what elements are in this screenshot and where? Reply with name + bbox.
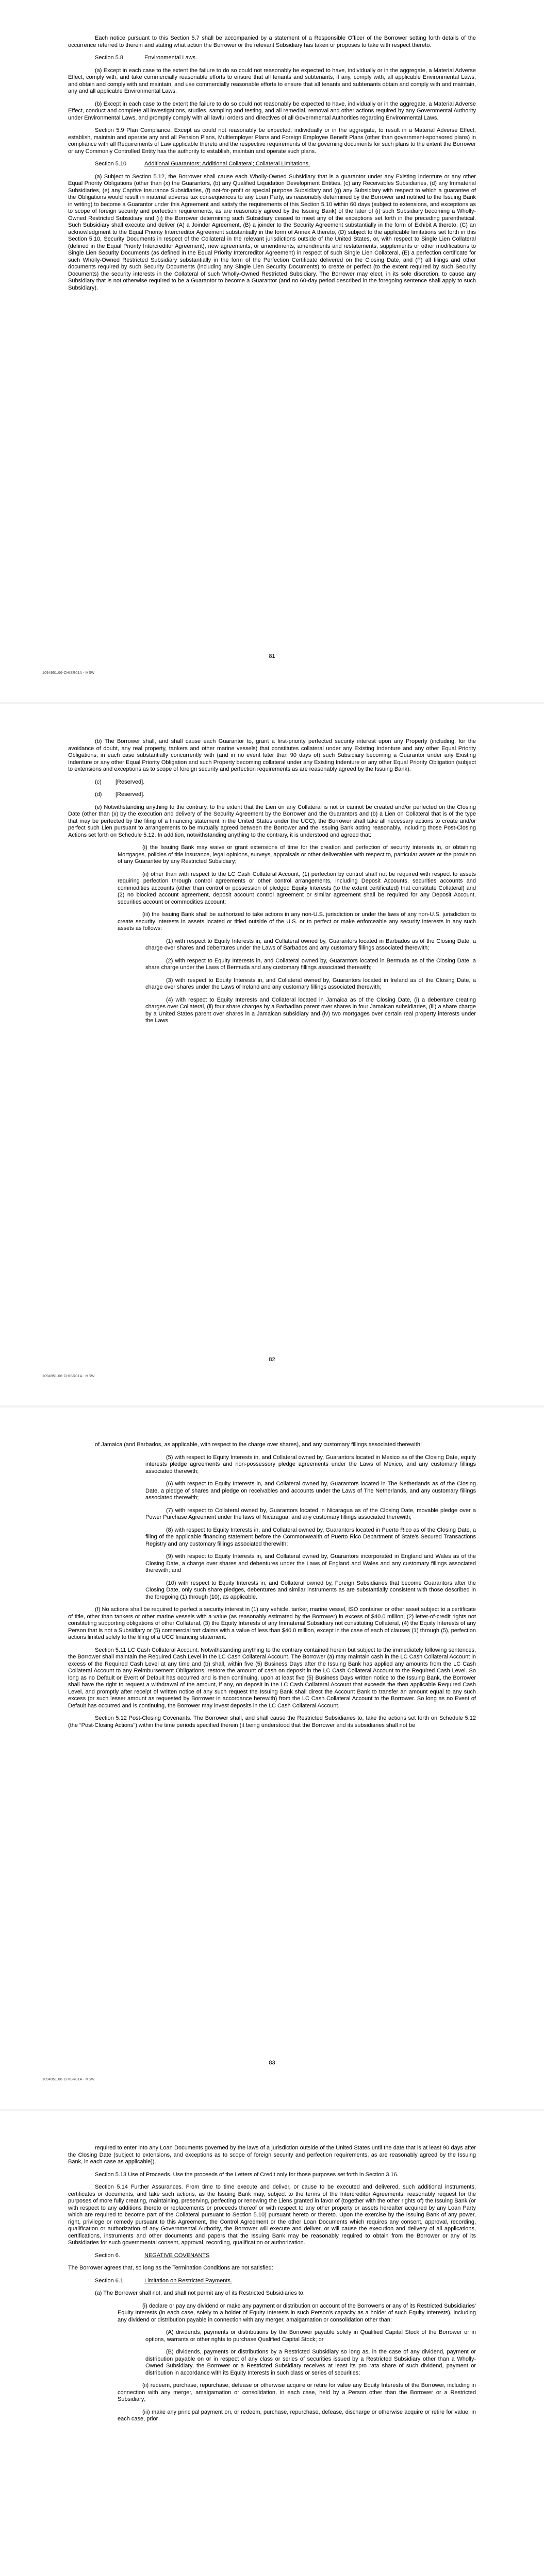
paragraph: Each notice pursuant to this Section 5.7 shall be accompanied by a statement of a Responsible Officer of the Borrower setting forth details of the occurrence referred to therein and stating what action the Borrower or the relevant Subsidiary has taken or proposes to take with respect thereto. bbox=[68, 35, 476, 48]
sub-clause: (A) dividends, payments or distributions by the Borrower payable solely in Qualified Capital Stock of the Borrower or in options, warrants or other rights to purchase Qualified Capital Stock; or bbox=[145, 2329, 476, 2343]
sub-clause: (7) with respect to Collateral owned by, Guarantors located in Nicaragua as of the Closing Date, movable pledge over a Power Purchase Agreement under the laws of Nicaragua, and any customary fillings associated therewith; bbox=[145, 1507, 476, 1520]
sub-clause: (4) with respect to Equity Interests and Collateral located in Jamaica as of the Closing Date, (i) a debenture creating charges over Collateral, (ii) four share charges by a Barbadian parent over shares in four Jamaican subsidiaries, (iii) a share charge by a United States parent over shares in a Jamaican subsidiary and (iv) two mortgages over certain real property interests under the Laws bbox=[145, 996, 476, 1024]
paragraph: Section 5.12 Post-Closing Covenants. The Borrower shall, and shall cause the Restricted Subsidiaries to, take the actions set forth on Schedule 5.12 (the “Post-Closing Actions”) within the time periods specified therein (it being understood that the Borrower and its subsidiaries shall not be bbox=[68, 1715, 476, 1728]
paragraph: (a) Except in each case to the extent the failure to do so could not reasonably be expected to have, individually or in the aggregate, a Material Adverse Effect, comply with, and take commercially reasonable efforts to ensure that all tenants and subtenants, if any, comply with, all applicable Environmental Laws, and obtain and comply with and maintain, and use commercially reasonable efforts to ensure that all tenants and subtenants obtain and comply with and maintain, any and all applicable Environmental Laws. bbox=[68, 67, 476, 94]
paragraph: (f) No actions shall be required to perfect a security interest in (1) any vehicle, tanker, marine vessel, ISO container or other asset subject to a certificate of title, other than tankers or other marine vessels with a value (as reasonably estimated by the Borrower) in excess of $40.0 million, (2) letter-of-credit rights not constituting supporting obligations of other Collateral, (3) the Equity Interests of any Immaterial Subsidiary not constituting Collateral, (4) the Equity Interests of any Person that is not a Subsidiary or (5) commercial tort claims with a value of less than $40.0 million, except in the case of each of clauses (1) through (5), perfection actions limited solely to the filing of a UCC financing statement. bbox=[68, 1606, 476, 1640]
document-page-1 bbox=[0, 0, 544, 703]
sub-clause: (8) with respect to Equity Interests in, and Collateral owned by, Guarantors located in Puerto Rico as of the Closing Date, a filing of the applicable financing statement before the Commonwealth of Puerto Rico Department of State's Secured Transactions Registry and any customary fillings associated therewith; bbox=[145, 1527, 476, 1547]
clause-label: (d) bbox=[95, 791, 102, 798]
section-heading bbox=[68, 55, 476, 62]
section-heading bbox=[68, 2252, 476, 2260]
reserved-clause bbox=[95, 791, 476, 799]
page-number: 83 bbox=[269, 2060, 275, 2066]
section-title: Environmental Laws. bbox=[144, 55, 197, 61]
document-footer-id: 1094951.06-CHISR01A - MSW bbox=[42, 2078, 95, 2081]
sub-clause: (iii) make any principal payment on, or redeem, purchase, repurchase, defease, discharge or otherwise acquire or retire for value, in each case, prior bbox=[118, 2409, 476, 2422]
paragraph: (a) Subject to Section 5.12, the Borrower shall cause each Wholly-Owned Subsidiary that is a guarantor under any Existing Indenture or any other Equal Priority Obligations (other than (x) the Guarantors, (b) any Qualified Liquidation Development Entities, (c) any Receivables Subsidiaries, (d) any Immaterial Subsidiaries, (e) any Captive Insurance Subsidiaries, (f) not-for-profit or special purpose Subsidiary and (g) any Subsidiary with respect to which a guarantee of the Obligations would result in material adverse tax consequences to any Loan Party, as reasonably determined by the Borrower and notified to the Issuing Bank in writing) to become a Guarantor under this Agreement and satisfy the requirements of this Section 5.10 within 60 days (subject to extensions, and exceptions as to scope of foreign security and perfection requirements, as are reasonably agreed by the Issuing Bank) of the later of (i) such Subsidiary becoming a Wholly-Owned Restricted Subsidiary and (ii) the Borrower determining such Subsidiary ceased to meet any of the exceptions set forth in the preceding parenthetical. Such Subsidiary shall execute and deliver (A) a Joinder Agreement, (B) a joinder to the Security Agreement substantially in the form of Exhibit A thereto, (C) an acknowledgment to the Equal Priority Intercreditor Agreement substantially in the form of Annex A thereto, (D) subject to the applicable limitations set forth in this Section 5.10, Security Documents in respect of the Collateral in the relevant jurisdictions outside of the United States, or, with respect to Single Lien Collateral (defined in the Equal Priority Intercreditor Agreement), new agreements, or amendments, amendments and restatements, supplements or other modifications to Single Lien Security Documents (as defined in the Equal Priority Intercreditor Agreement) in respect of such Single Lien Collateral, (E) a perfection certificate for such Wholly-Owned Restricted Subsidiary substantially in the form of the Perfection Certificate delivered on the Closing Date, and (F) all filings and other documents required by such Security Documents (including any Single Lien Security Documents) to create or perfect (to the extent required by such Security Documents) the security interests in the Collateral of such Wholly-Owned Restricted Subsidiary. The Borrower may elect, in its sole discretion, to cause any Subsidiary that is not otherwise required to be a Guarantor to become a Guarantor (and no 60-day period described in the foregoing sentence shall apply to such Subsidiary). bbox=[68, 173, 476, 291]
document-page-3 bbox=[0, 1406, 544, 2110]
clause-text: [Reserved]. bbox=[116, 791, 145, 798]
paragraph: of Jamaica (and Barbados, as applicable, with respect to the charge over shares), and any customary fillings associated therewith; bbox=[95, 1442, 422, 1448]
page-number: 82 bbox=[269, 1357, 275, 1363]
section-title: Limitation on Restricted Payments. bbox=[144, 2277, 232, 2284]
paragraph: (a) The Borrower shall not, and shall not permit any of its Restricted Subsidiaries to: bbox=[95, 2290, 305, 2296]
section-number: Section 5.8 bbox=[95, 55, 124, 61]
sub-clause: (i) the Issuing Bank may waive or grant extensions of time for the creation and perfection of security interests in, or obtaining Mortgages, policies of title insurance, legal opinions, surveys, appraisals or other deliverables with respect to, particular assets or the provision of any Guarantee by any Restricted Subsidiary; bbox=[118, 844, 476, 865]
section-heading bbox=[68, 2278, 476, 2285]
document-page-2 bbox=[0, 703, 544, 1406]
document-footer-id: 1094951.06-CHISR01A - MSW bbox=[42, 671, 95, 675]
section-number: Section 6.1 bbox=[95, 2277, 124, 2284]
section-number: Section 5.10 bbox=[95, 161, 127, 167]
section-title: Additional Guarantors; Additional Collateral; Collateral Limitations. bbox=[144, 161, 310, 167]
section-heading bbox=[68, 161, 476, 168]
paragraph: (b) Except in each case to the extent the failure to do so could not reasonably be expected to have, individually or in the aggregate, a Material Adverse Effect, conduct and complete all investigations, studies, sampling and testing, and all remedial, removal and other actions required by any Governmental Authority under Environmental Laws, and promptly comply with all lawful orders and directives of all Governmental Authorities regarding Environmental Laws. bbox=[68, 100, 476, 121]
paragraph: Section 5.13 Use of Proceeds. Use the proceeds of the Letters of Credit only for those purposes set forth in Section 3.16. bbox=[95, 2171, 399, 2178]
paragraph: Section 5.11 LC Cash Collateral Account. Notwithstanding anything to the contrary contained herein but subject to the immediately following sentences, the Borrower shall maintain the Required Cash Level in the LC Cash Collateral Account. The Borrower (a) may maintain cash in the LC Cash Collateral Account in excess of the Required Cash Level at any time and (b) shall, within five (5) Business Days after the Issuing Bank has applied any amounts from the LC Cash Collateral Account to any Reimbursement Obligations, restore the amount of cash on deposit in the LC Cash Collateral Account to the Required Cash Level. So long as no Default or Event of Default has occurred and is then continuing, upon at least five (5) Business Days written notice to the Issuing Bank, the Borrower shall have the right to request a withdrawal of the amount, if any, on deposit in the LC Cash Collateral Account that exceeds the then applicable Required Cash Level, and promptly after receipt of written notice of any such request the Issuing Bank shall direct the Account Bank to transfer an amount equal to any such excess (or such lesser amount as requested by Borrower in accordance herewith) from the LC Cash Collateral Account to the Borrower. So long as no Event of Default has occurred and is continuing, the Borrower may invest deposits in the LC Cash Collateral Account. bbox=[68, 1647, 476, 1709]
paragraph: Section 5.9 Plan Compliance. Except as could not reasonably be expected, individually or in the aggregate, to result in a Material Adverse Effect, establish, maintain and operate any and all Pension Plans, Multiemployer Plans and Foreign Employee Benefit Plans (other than government-sponsored plans) in compliance with all Requirements of Law applicable thereto and the respective requirements of the governing documents for such plans to the extent the Borrower or any Commonly Controlled Entity has the authority to establish, maintain and operate such plans. bbox=[68, 127, 476, 155]
sub-clause: (2) with respect to Equity Interests in, and Collateral owned by, Guarantors located in Bermuda as of the Closing Date, a share charge under the Laws of Bermuda and any customary fillings associated therewith; bbox=[145, 957, 476, 971]
clause-text: [Reserved]. bbox=[116, 778, 145, 785]
sub-clause: (5) with respect to Equity Interests in, and Collateral owned by, Guarantors located in Mexico as of the Closing Date, equity interests pledge agreements and non-possessory pledge agreements under the Laws of Mexico, and any customary fillings associated therewith; bbox=[145, 1454, 476, 1475]
section-title: NEGATIVE COVENANTS bbox=[144, 2252, 210, 2259]
paragraph: required to enter into any Loan Documents governed by the laws of a jurisdiction outside of the United States until the date that is at least 90 days after the Closing Date (subject to extensions, and exceptions as to scope of foreign security and perfection requirements, as are reasonably agreed by the Issuing Bank, in each case as applicable)). bbox=[68, 2145, 476, 2165]
sub-clause: (ii) redeem, purchase, repurchase, defease or otherwise acquire or retire for value any Equity Interests of the Borrower, including in connection with any merger, amalgamation or consolidation, in each case, held by a Person other than the Borrower or a Restricted Subsidiary; bbox=[118, 2382, 476, 2402]
sub-clause: (ii) other than with respect to the LC Cash Collateral Account, (1) perfection by control shall not be required with respect to assets requiring perfection through control agreements or other control arrangements, including Deposit Accounts, securities accounts and commodities accounts (other than control or possession of pledged Equity Interests (to the extent certificated) that constitute Collateral) and (2) no blocked account agreement, deposit account control agreement or similar agreement shall be required for any Deposit Account, securities account or commodities account; bbox=[118, 871, 476, 905]
sub-clause: (i) declare or pay any dividend or make any payment or distribution on account of the Borrower's or any of its Restricted Subsidiaries' Equity Interests (in each case, solely to a holder of Equity Interests in such Person's capacity as a holder of such Equity Interests), including any dividend or distribution payable in connection with any merger, amalgamation or consolidation other than: bbox=[118, 2302, 476, 2323]
paragraph: The Borrower agrees that, so long as the Termination Conditions are not satisfied: bbox=[68, 2265, 273, 2271]
paragraph: (e) Notwithstanding anything to the contrary, to the extent that the Lien on any Collateral is not or cannot be created and/or perfected on the Closing Date (other than (x) by the execution and delivery of the Security Agreement by the Borrower and the Guarantors and (b) a Lien on Collateral that is of the type that may be perfected by the filing of a financing statement in the United States under the UCC), the Borrower shall take all necessary actions to create and/or perfect such Lien pursuant to arrangements to be mutually agreed between the Borrower and the Issuing Bank acting reasonably, including those Post-Closing Actions set forth on Schedule 5.12. In addition, notwithstanding anything to the contrary, it is understood and agreed that: bbox=[68, 804, 476, 838]
sub-clause: (10) with respect to Equity Interests in, and Collateral owned by, Foreign Subsidiaries that become Guarantors after the Closing Date, only such share pledges, debentures and similar instruments as are substantially consistent with those described in the foregoing (1) through (10), as applicable. bbox=[145, 1580, 476, 1600]
clause-label: (c) bbox=[95, 778, 102, 785]
sub-clause: (iii) the Issuing Bank shall be authorized to take actions in any non-U.S. jurisdiction or under the laws of any non-U.S. jurisdiction to create security interests in assets located or titled outside of the U.S. or to perfect or make enforceable any security interests in any such assets as follows: bbox=[118, 911, 476, 931]
paragraph: (b) The Borrower shall, and shall cause each Guarantor to, grant a first-priority perfected security interest upon any Property (including, for the avoidance of doubt, any real property, tankers and other marine vessels) that constitutes collateral under any Existing Indenture and any other Equal Priority Obligations, in each case substantially concurrently with (and in no event later than 90 days of) such Subsidiary becoming a Guarantor under any Existing Indenture or any other Equal Priority Obligation and such Property becoming collateral under any Existing Indenture or any other Equal Priority Obligation (subject to extensions and exceptions as to scope of foreign security and perfection requirements as are reasonably agreed by the Issuing Bank). bbox=[68, 738, 476, 772]
page-number: 81 bbox=[269, 653, 275, 659]
reserved-clause bbox=[95, 779, 476, 786]
sub-clause: (6) with respect to Equity Interests in, and Collateral owned by, Guarantors located in The Netherlands as of the Closing Date, a pledge of shares and pledge on receivables and accounts under the Laws of The Netherlands, and any customary fillings associated therewith; bbox=[145, 1481, 476, 1501]
sub-clause: (1) with respect to Equity Interests in, and Collateral owned by, Guarantors located in Barbados as of the Closing Date, a charge over shares and debentures under the Laws of Barbados and any customary fillings associated therewith; bbox=[145, 938, 476, 951]
section-number: Section 6. bbox=[95, 2252, 120, 2259]
sub-clause: (9) with respect to Equity Interests in, and Collateral owned by, Guarantors incorporated in England and Wales as of the Closing Date, a charge over shares and debentures under the Laws of England and Wales and any customary fillings associated therewith; and bbox=[145, 1553, 476, 1573]
sub-clause: (B) dividends, payments or distributions by a Restricted Subsidiary so long as, in the case of any dividend, payment or distribution payable on or in respect of any class or series of securities issued by a Restricted Subsidiary other than a Wholly-Owned Subsidiary, the Borrower or a Restricted Subsidiary receives at least its pro rata share of such dividend, payment or distribution in accordance with its Equity Interests in such class or series of securities; bbox=[145, 2349, 476, 2376]
document-footer-id: 1094951.06-CHISR01A - MSW bbox=[42, 1375, 95, 1378]
document-page-4 bbox=[0, 2110, 544, 2576]
sub-clause: (3) with respect to Equity Interests in, and Collateral owned by, Guarantors located in Ireland as of the Closing Date, a charge over shares under the Laws of Ireland and any customary fillings associated therewith; bbox=[145, 977, 476, 990]
paragraph: Section 5.14 Further Assurances. From time to time execute and deliver, or cause to be executed and delivered, such additional instruments, certificates or documents, and take such actions, as the Issuing Bank may, subject to the terms of the Intercreditor Agreements, reasonably request for the purposes of more fully creating, maintaining, preserving, perfecting or renewing the Liens granted in favor of (together with the other rights of) the Issuing Bank (or with respect to any additions thereto or replacements or proceeds thereof or with respect to any other property or assets hereafter acquired by any Loan Party which are required to become part of the Collateral pursuant to Section 5.10) pursuant hereto or thereto. Upon the exercise by the Issuing Bank of any power, right, privilege or remedy pursuant to this Agreement, the Control Agreement or the other Loan Documents which requires any consent, approval, recording, qualification or authorization of any Governmental Authority, the Borrower will execute and deliver, or will cause the execution and delivery of all applications, certifications, instruments and other documents and papers that the Issuing Bank may be reasonably required to obtain from the Borrower or any of its Subsidiaries for such governmental consent, approval, recording, qualification or authorization. bbox=[68, 2184, 476, 2246]
